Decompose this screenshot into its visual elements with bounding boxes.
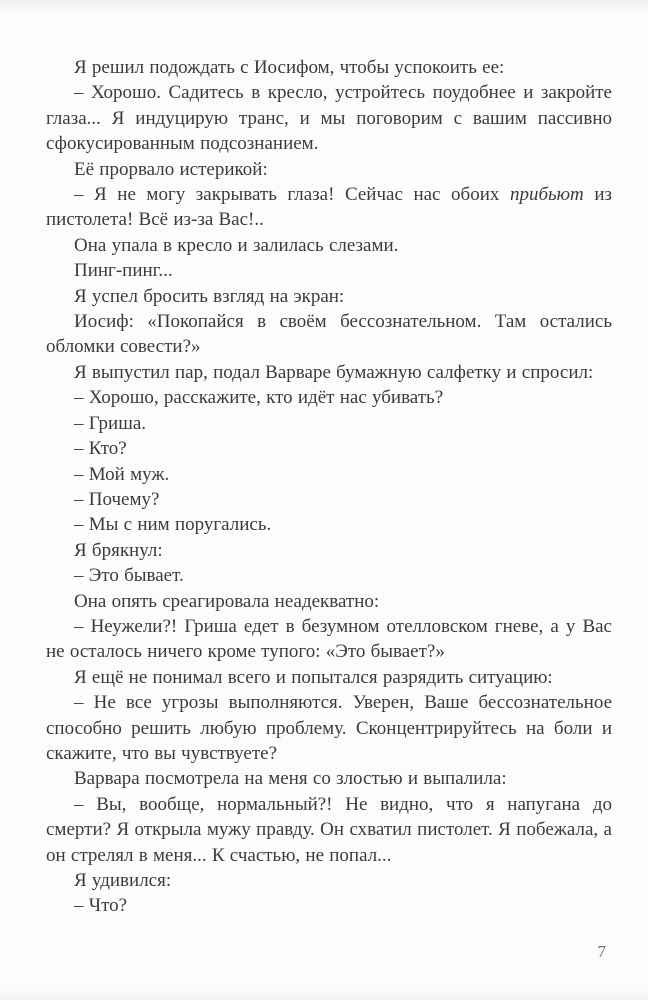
- paragraph: – Хорошо, расскажите, кто идёт нас убивать?: [74, 387, 444, 409]
- paragraph-segment: – Я не могу закрывать глаза! Сейчас нас обоих: [74, 184, 510, 206]
- paragraph: Я ещё не понимал всего и попытался разрядить ситуацию:: [74, 666, 553, 688]
- page-number: 7: [597, 942, 606, 961]
- paragraph: – Почему?: [74, 488, 160, 510]
- paragraph: – Гриша.: [74, 412, 147, 434]
- paragraph: Я решил подождать с Иосифом, чтобы успокоить ее:: [74, 57, 505, 78]
- paragraph: – Вы, вообще, нормальный?! Не видно, что я напугана до смерти? Я открыла мужу правду. Он схватил пистолет. Я побежала, а он стрелял в меня... К счастью, не попал...: [46, 793, 612, 866]
- paragraph: Варвара посмотрела на меня со злостью и выпалила:: [74, 768, 507, 790]
- paragraph: Иосиф: «Покопайся в своём бессознательном. Там остались обломки совести?»: [46, 311, 612, 358]
- paragraph: – Неужели?! Гриша едет в безумном отелловском гневе, а у Вас не осталось ничего кроме тупого: «Это бывает?»: [46, 615, 612, 663]
- paragraph: Она упала в кресло и залилась слезами.: [74, 234, 399, 256]
- paragraph: Она опять среагировала неадекватно:: [74, 590, 380, 612]
- paragraph: – Что?: [74, 895, 128, 917]
- paragraph: – Это бывает.: [74, 565, 184, 587]
- text-block: [46, 55, 612, 919]
- paragraph: – Кто?: [74, 438, 127, 460]
- paragraph: Пинг-пинг...: [74, 260, 173, 282]
- paragraph: – Не все угрозы выполняются. Уверен, Ваше бессознательное способно решить любую проблему. Сконцентрируйтесь на боли и скажите, что вы чувствуете?: [46, 692, 612, 764]
- paragraph: Я удивился:: [74, 870, 172, 891]
- italic-word: прибьют: [509, 184, 584, 206]
- paragraph: – Хорошо. Садитесь в кресло, устройтесь поудобнее и закройте глаза... Я индуцирую транс, и мы поговорим с вашим пассивно сфокусированным подсознанием.: [46, 82, 612, 155]
- paragraph: – Мы с ним поругались.: [74, 514, 272, 536]
- paragraph: Я успел бросить взгляд на экран:: [74, 285, 345, 307]
- paragraph: Её прорвало истерикой:: [74, 158, 268, 180]
- paragraph: Я брякнул:: [74, 539, 163, 561]
- paragraph: Я выпустил пар, подал Варваре бумажную салфетку и спросил:: [74, 361, 594, 383]
- paragraph-segment: из пистолета! Всё из-за Вас!..: [46, 184, 612, 231]
- paragraph: [46, 182, 612, 233]
- paragraph: – Мой муж.: [74, 463, 170, 485]
